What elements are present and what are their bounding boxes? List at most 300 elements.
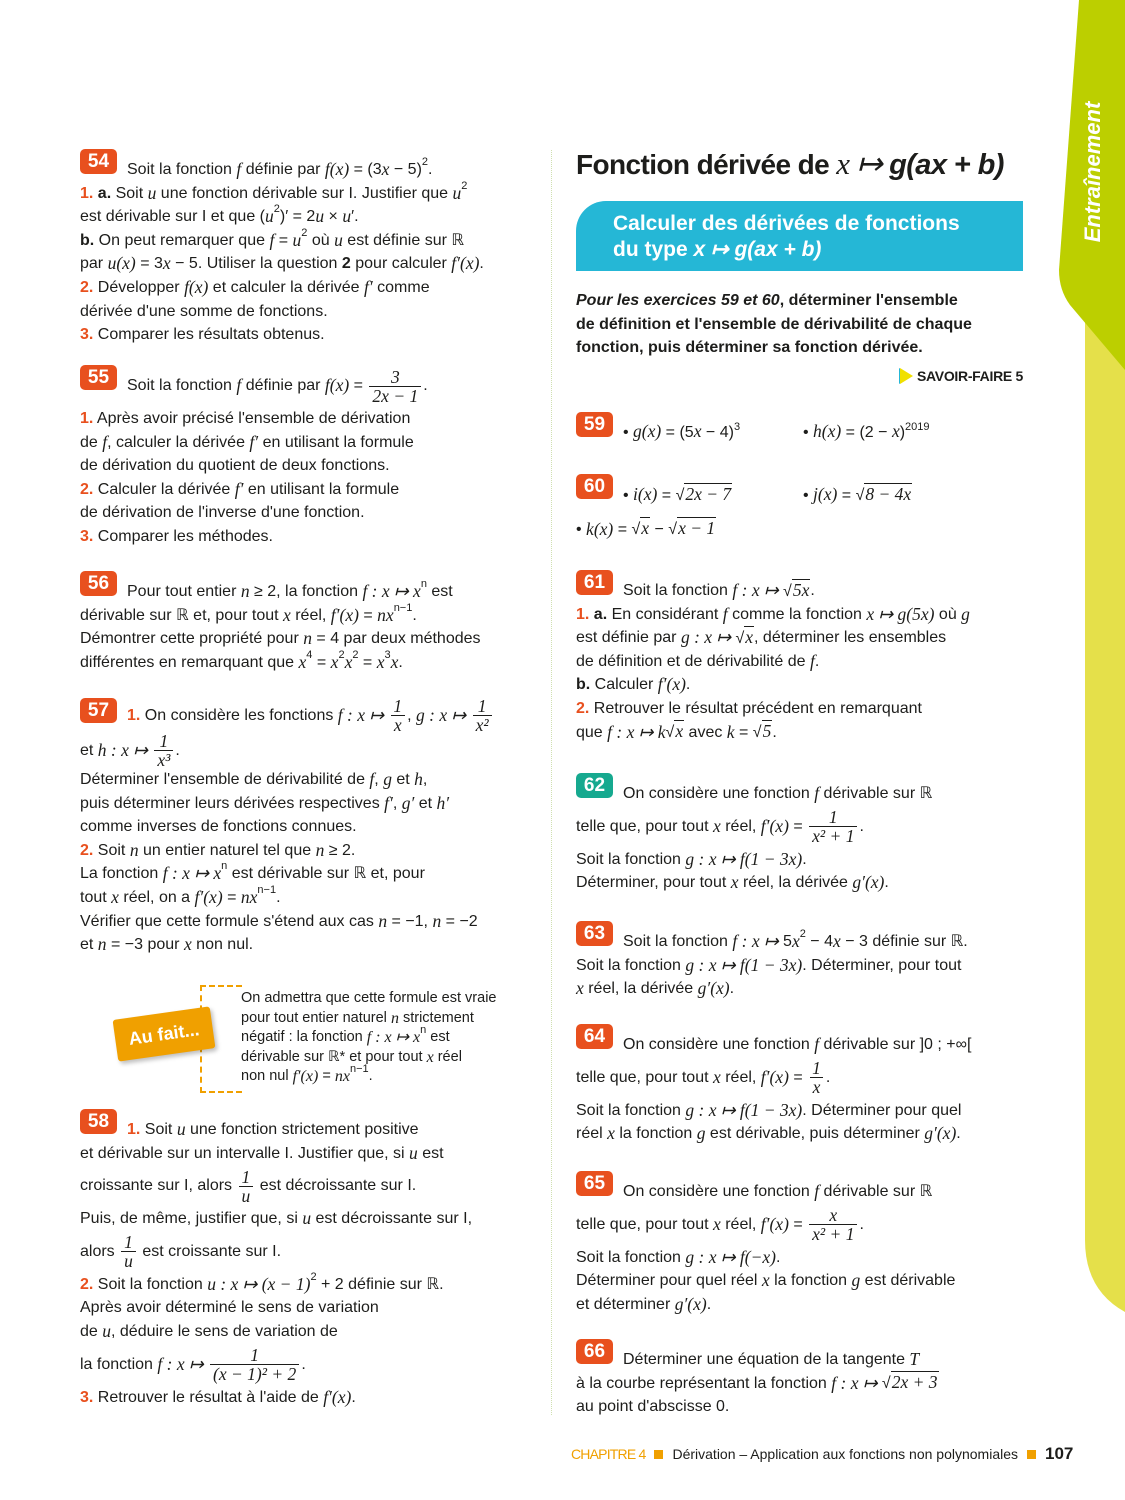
math-expression: n [129, 839, 139, 860]
math-expression: u [292, 229, 302, 250]
math-expression: x [712, 815, 721, 836]
text-line [576, 782, 1036, 806]
text-run: réel, [720, 817, 761, 835]
text-line [80, 431, 540, 455]
text-run: = 3 [135, 255, 163, 273]
radical-sign-icon: √ [881, 1375, 891, 1393]
text-run: et dérivable sur un intervalle I. Justifier que, si [80, 1144, 410, 1162]
text-run: . [956, 1125, 961, 1143]
text-run: . [825, 1068, 831, 1086]
side-tab-label[interactable]: Entraînement [1080, 101, 1105, 243]
text-run: Après avoir déterminé le sens de variation [80, 1299, 379, 1317]
text-run: • [803, 486, 814, 504]
text-run: . [884, 874, 889, 892]
superscript: n [420, 1024, 427, 1037]
text-run: croissante sur I, alors [80, 1177, 237, 1195]
text-line [576, 650, 1036, 674]
text-line [576, 1395, 1036, 1419]
math-expression: f′(x) [657, 674, 686, 695]
math-expression: f′(x) [292, 1068, 319, 1086]
text-line [576, 1099, 1036, 1123]
text-line [80, 179, 540, 206]
superscript: n−1 [257, 883, 277, 896]
text-line [576, 848, 1036, 872]
text-run: On admettra que cette formule est vraie [241, 990, 497, 1006]
text-line [80, 454, 540, 478]
text-run: telle que, pour tout [576, 1068, 713, 1086]
math-expression: x [761, 1270, 770, 1291]
text-run: est définie par [576, 629, 681, 647]
text-run: . [776, 1248, 781, 1266]
text-run: = [318, 1068, 335, 1085]
text-run: alors [80, 1242, 120, 1260]
superscript: 4 [306, 648, 313, 661]
text-run: à la courbe représentant la fonction [576, 1374, 832, 1392]
math-expression: h(x) [813, 420, 842, 441]
square-bullet-icon [1027, 1450, 1036, 1459]
square-bullet-icon [654, 1450, 663, 1459]
math-expression: g′ [401, 792, 415, 813]
math-expression: g′(x) [852, 872, 885, 893]
numerator: 1 [812, 1058, 821, 1079]
text-run: de [80, 1322, 103, 1340]
math-expression: n [240, 581, 250, 601]
text-run: − 4 [805, 933, 833, 950]
text-run: comme inverses de fonctions connues. [80, 818, 357, 836]
exercise-66 [576, 1341, 1036, 1419]
text-line [576, 1246, 1036, 1270]
text-run: = −3 pour [106, 936, 184, 954]
exercise-number-badge: 61 [576, 570, 613, 595]
text-run: Retrouver le résultat à l'aide de [93, 1388, 324, 1406]
function-item [803, 420, 983, 447]
text-line [241, 1048, 497, 1068]
text-line [576, 421, 1036, 445]
superscript: n [420, 578, 427, 590]
exercise-55 [80, 365, 540, 549]
text-run: )′ = 2 [279, 208, 316, 226]
question-number: 2. [80, 1275, 94, 1293]
text-run: réel, [720, 1215, 761, 1233]
radical-sign-icon: √ [855, 486, 865, 504]
square-root [882, 1371, 939, 1396]
title-text: Fonction dérivée de [576, 149, 837, 180]
text-run: En considérant [607, 605, 723, 623]
math-expression: u [334, 229, 343, 250]
text-run: est dérivable, puis déterminer [705, 1125, 925, 1143]
text-run: = [358, 606, 378, 624]
text-run: différentes en remarquant que [80, 653, 299, 671]
text-run: . [412, 606, 417, 624]
sub-question-label: a. [97, 184, 112, 202]
text-run: de définition et de dérivabilité de [576, 652, 810, 670]
fraction [154, 732, 173, 769]
text-run: = 4 par deux méthodes [311, 630, 481, 648]
math-expression: f [809, 650, 815, 671]
text-line [576, 1293, 1036, 1317]
text-run: ′. [351, 208, 359, 226]
text-run: Vérifier que cette formule s'étend aux cas [80, 912, 379, 930]
exercise-54 [80, 151, 540, 347]
text-run: = [312, 653, 331, 671]
math-expression: g′(x) [924, 1123, 957, 1144]
text-line [80, 1296, 540, 1320]
text-line [576, 1348, 1036, 1372]
text-run: en utilisant la formule [243, 480, 400, 498]
text-line [241, 1024, 497, 1048]
text-run: = [274, 231, 293, 249]
function-item [623, 483, 803, 508]
text-run: où [934, 605, 962, 623]
math-expression: f : x ↦ [337, 704, 389, 725]
text-run: dérivée d'une somme de fonctions. [80, 302, 328, 320]
text-run: est dérivable sur ℝ et, pour [227, 865, 425, 883]
text-line [80, 300, 540, 324]
text-run: . [810, 582, 815, 599]
exercise-58 [80, 1111, 540, 1409]
text-line [576, 721, 1036, 745]
text-line [576, 1033, 1036, 1057]
radicand: x [641, 518, 650, 539]
text-run: = [788, 1068, 808, 1086]
text-line [80, 205, 540, 229]
text-run: + 2 définie sur ℝ. [316, 1275, 444, 1293]
exercise-57 [80, 698, 540, 957]
radicand: 5 [762, 721, 772, 742]
text-line [576, 1269, 1036, 1293]
sub-question-label: 2 [341, 255, 351, 273]
text-run: telle que, pour tout [576, 817, 713, 835]
text-run: , [374, 771, 384, 788]
text-run: réel, [290, 606, 331, 624]
text-run: − 4) [701, 423, 734, 441]
text-run: . [706, 1295, 712, 1313]
text-run: comme la fonction [727, 605, 867, 623]
text-run: ) [899, 423, 906, 441]
math-expression: f : x ↦ [732, 931, 784, 951]
text-run: un entier naturel tel que [138, 841, 316, 859]
text-run: réel [433, 1048, 462, 1065]
text-run: la fonction [80, 1355, 158, 1373]
math-expression: f : x ↦ [831, 1372, 882, 1393]
title-math-bold: g(ax + b) [889, 149, 1004, 181]
footer [571, 1444, 1073, 1464]
math-expression: u [302, 1208, 312, 1229]
text-run: = −1, [387, 912, 433, 930]
text-line [80, 933, 540, 957]
math-expression: g : x ↦ [416, 704, 471, 725]
superscript: 2 [310, 1270, 317, 1283]
exercise-number-badge: 63 [576, 921, 613, 946]
denominator: u [239, 1186, 254, 1205]
text-run: Retrouver le résultat précédent en remarquant [589, 699, 922, 717]
text-run: Déterminer, pour tout [576, 874, 731, 892]
text-run: , déterminer les ensembles [754, 629, 947, 647]
radical-sign-icon: √ [735, 629, 745, 647]
text-line [80, 1118, 540, 1142]
text-run: en utilisant la formule [258, 433, 414, 451]
instruction-lead: Pour les exercices 59 et 60 [576, 292, 780, 309]
math-expression: f : x ↦ k [607, 721, 666, 742]
text-run: avec [684, 723, 727, 741]
text-run: par [80, 255, 108, 273]
math-expression: f [814, 783, 820, 803]
au-fait-label: Au fait... [113, 1006, 216, 1061]
math-expression: x [381, 159, 390, 179]
section-line-1: Calculer des dérivées de fonctions [613, 212, 960, 235]
text-run: réel, [720, 1068, 761, 1086]
text-run: réel, la dérivée [738, 874, 853, 892]
math-expression: x [891, 420, 900, 441]
math-expression: f′(x) [760, 1066, 789, 1087]
sub-question-label: b. [576, 676, 591, 694]
text-run: Calculer [590, 676, 658, 694]
text-line [80, 501, 540, 525]
square-root [735, 626, 754, 651]
denominator: x² [473, 715, 492, 734]
superscript: n [221, 860, 228, 873]
text-line [80, 862, 540, 886]
math-expression: f : x ↦ [157, 1353, 209, 1374]
question-number: 1. [80, 410, 94, 427]
math-expression: u [452, 182, 462, 203]
text-run: On considère une fonction [623, 1183, 815, 1200]
math-expression: g′(x) [697, 978, 730, 999]
square-root [783, 579, 810, 604]
text-run: Soit la fonction [127, 161, 237, 178]
square-root [631, 517, 650, 542]
math-expression: u : x ↦ (x − 1) [207, 1273, 311, 1294]
text-run: est croissante sur I. [137, 1242, 282, 1260]
text-run: est [426, 583, 453, 600]
text-run: . Déterminer pour quel [802, 1101, 962, 1119]
text-line [80, 1165, 540, 1207]
text-line [80, 1207, 540, 1231]
text-line [576, 1372, 1036, 1396]
text-line [80, 648, 540, 675]
text-run: ≥ 2, la fonction [249, 583, 363, 600]
text-run: non nul [241, 1068, 293, 1085]
text-run: dérivable sur ℝ [819, 785, 933, 802]
question-number: 1. [127, 706, 141, 724]
math-expression: f′(x) [330, 604, 359, 625]
math-expression: g : x ↦ [680, 627, 736, 648]
math-expression: f′(x) [323, 1386, 352, 1407]
play-triangle-icon [900, 368, 913, 384]
text-run: × [324, 208, 343, 226]
math-expression: h : x ↦ [97, 739, 153, 760]
math-expression: x [330, 651, 339, 672]
savoir-faire-link[interactable] [900, 368, 1023, 384]
superscript: 2 [301, 226, 308, 239]
au-fait-note [241, 989, 497, 1087]
math-expression: g [851, 1270, 861, 1291]
math-expression: h [414, 769, 423, 789]
radicand: 2x + 3 [891, 1372, 938, 1393]
text-run: Comparer les résultats obtenus. [93, 326, 325, 344]
math-expression: f [236, 375, 242, 396]
math-expression: f′ [249, 431, 259, 452]
text-run: , [392, 794, 402, 812]
text-run: pour calculer [350, 255, 452, 273]
math-expression: f : x ↦ x [366, 1029, 421, 1047]
math-expression: x [183, 934, 192, 955]
numerator: 1 [393, 696, 403, 716]
sub-question-label: a. [593, 605, 608, 623]
math-expression: u [176, 1119, 186, 1139]
radical-sign-icon: √ [783, 582, 792, 600]
math-expression: x [111, 886, 119, 907]
text-run: ≥ 2. [324, 841, 356, 859]
text-line [80, 883, 540, 910]
math-expression: h′ [436, 792, 450, 813]
text-line [80, 1344, 540, 1386]
math-expression: f [814, 1181, 820, 1201]
exercise-number-badge: 55 [80, 365, 117, 390]
math-expression: g [383, 769, 392, 789]
math-expression: f : x ↦ x [362, 581, 421, 601]
math-expression: g′(x) [674, 1293, 707, 1314]
exercise-number-badge: 64 [576, 1024, 613, 1049]
instruction [576, 289, 972, 360]
math-expression: f′ [364, 276, 373, 297]
exercise-62 [576, 775, 1036, 895]
superscript: 2 [421, 156, 429, 168]
math-expression: x [832, 931, 841, 951]
exercise-number-badge: 65 [576, 1171, 613, 1196]
question-number: 2. [80, 480, 94, 498]
math-expression: x [712, 1213, 721, 1234]
instruction-line-2: de définition et l'ensemble de dérivabilité de chaque [576, 315, 972, 333]
text-line [80, 226, 540, 253]
fraction [473, 697, 492, 734]
radicand: 8 − 4x [865, 483, 912, 504]
text-line [80, 733, 540, 768]
text-run: Soit la fonction [576, 1248, 686, 1266]
math-expression: f [236, 159, 242, 179]
text-line [576, 483, 1036, 507]
exercise-60 [576, 476, 1036, 541]
question-number: 1. [80, 184, 94, 202]
text-run: Puis, de même, justifier que, si [80, 1210, 303, 1228]
fraction [210, 1346, 299, 1383]
text-run: On considère une fonction [623, 1036, 815, 1053]
text-run: = [222, 888, 241, 906]
exercise-61 [576, 572, 1036, 744]
radicand: x [745, 626, 754, 647]
text-run: de [80, 433, 103, 451]
function-item [623, 420, 803, 447]
text-run: La fonction [80, 865, 163, 883]
math-expression: u [315, 206, 325, 227]
math-expression: nx [334, 1068, 350, 1086]
question-number: 1. [576, 605, 590, 623]
text-run: = [358, 653, 377, 671]
text-run: Développer [93, 278, 185, 296]
text-run: , [422, 771, 428, 788]
text-run: Soit la fonction [576, 1101, 686, 1119]
text-line [80, 792, 540, 816]
math-expression: T [909, 1349, 920, 1369]
math-expression: x [791, 931, 800, 951]
math-expression: g(x) [633, 420, 662, 441]
denominator: 2x − 1 [369, 386, 421, 405]
text-run: = [657, 486, 676, 504]
text-run: . [428, 161, 433, 178]
text-line [80, 365, 540, 407]
text-run: • [576, 520, 587, 538]
text-run: = (5 [661, 423, 694, 441]
text-line [241, 989, 497, 1009]
text-run: Soit [111, 184, 148, 202]
denominator: (x − 1)² + 2 [210, 1364, 299, 1383]
text-run: comme [372, 278, 430, 296]
text-run: strictement [398, 1009, 474, 1026]
text-run: . [276, 888, 281, 906]
superscript: 2 [799, 928, 806, 940]
text-run: Soit la fonction [623, 933, 733, 950]
text-line [576, 977, 1036, 1001]
text-line [80, 158, 540, 182]
math-expression: g [696, 1123, 706, 1144]
text-run: . [423, 377, 428, 395]
exercise-63 [576, 923, 1036, 1001]
text-run: pour tout entier naturel [241, 1009, 391, 1026]
math-expression: x [344, 651, 353, 672]
radicand: 2x − 7 [685, 483, 732, 504]
math-expression: f′(x) [760, 1213, 789, 1234]
page-title [576, 146, 1004, 182]
text-line [80, 1386, 540, 1410]
text-line [80, 276, 540, 300]
text-run: Déterminer pour quel réel [576, 1272, 762, 1290]
question-number: 1. [127, 1121, 141, 1138]
text-run: = [788, 1215, 808, 1233]
text-run: Soit la fonction [576, 850, 686, 868]
numerator: 1 [241, 1166, 251, 1187]
text-run: et calculer la dérivée [208, 278, 364, 296]
text-run: où [307, 231, 335, 249]
text-run: . [814, 652, 820, 670]
text-run: au point d'abscisse 0. [576, 1398, 730, 1416]
exercise-number-badge: 56 [80, 571, 117, 596]
question-number: 2. [80, 278, 94, 296]
text-run: réel [576, 1125, 608, 1143]
text-run: Déterminer l'ensemble de dérivabilité de [80, 771, 370, 788]
text-run: et [80, 741, 98, 759]
denominator: x² + 1 [809, 1224, 857, 1243]
section-header [576, 201, 1023, 271]
exercise-56 [80, 573, 540, 674]
text-run: − 5. Utiliser la question [170, 255, 342, 273]
exercise-59 [576, 414, 1036, 445]
text-line [576, 518, 1036, 542]
math-expression: i(x) [633, 483, 658, 504]
text-run: , [407, 706, 417, 724]
math-expression: g : x ↦ f(1 − 3x) [685, 954, 803, 975]
text-run: , calculer la dérivée [107, 433, 250, 451]
text-run: Après avoir précisé l'ensemble de dérivation [93, 410, 411, 427]
text-run: On considère une fonction [623, 785, 815, 802]
text-run: 5 [783, 933, 792, 950]
section-line-2 [613, 237, 821, 262]
text-line [576, 1180, 1036, 1204]
math-expression: g [961, 603, 970, 624]
radical-sign-icon: √ [665, 724, 675, 742]
text-line [80, 839, 540, 863]
radicand: 5x [792, 579, 810, 600]
text-run: Soit [93, 841, 130, 859]
